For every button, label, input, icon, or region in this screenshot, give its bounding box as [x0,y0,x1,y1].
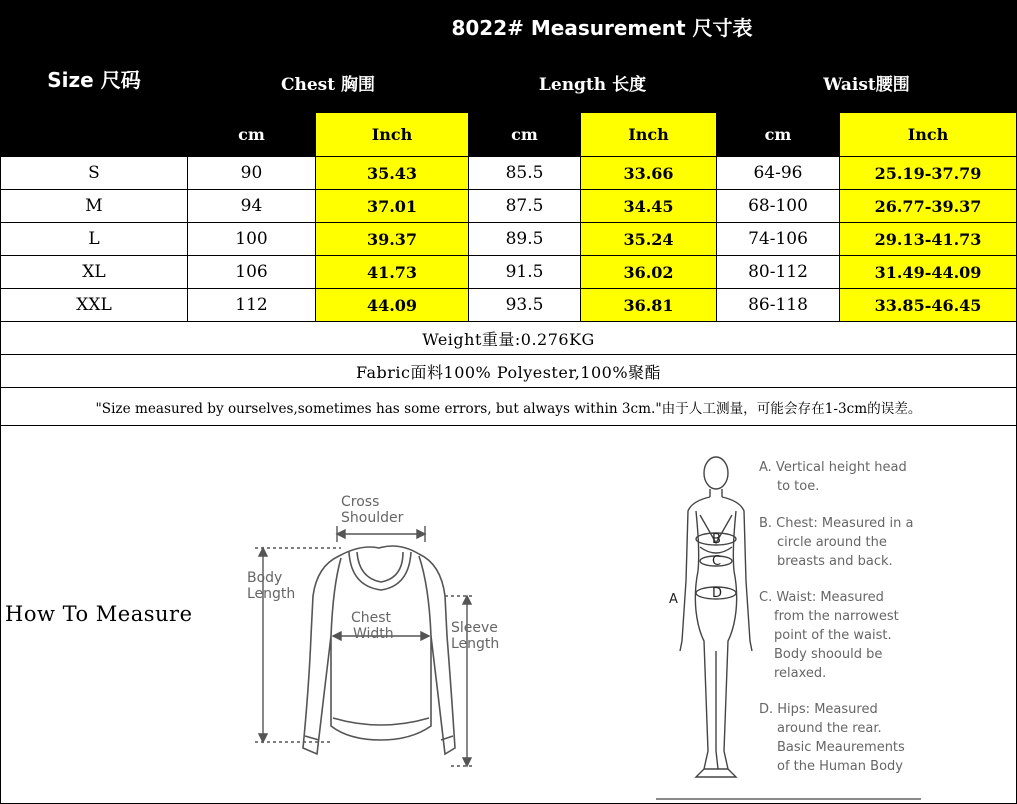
unit-header-cm: cm [469,113,581,157]
length-inch-cell: 36.81 [581,289,717,322]
legend-b: B. Chest: Measured in a circle around the breasts and back. [759,516,914,569]
length-inch-cell: 36.02 [581,256,717,289]
sleeve-length-label: Sleeve Length [451,620,500,652]
waist-cm-cell: 74-106 [717,223,840,256]
fabric-note: Fabric面料100% Polyester,100%聚酯 [1,355,1017,388]
how-to-measure-panel [0,425,1017,804]
size-cell: S [1,157,188,190]
waist-inch-cell: 26.77-39.37 [840,190,1017,223]
chest-width-label: Chest Width [351,610,394,642]
table-row [1,190,1017,223]
length-cm-cell: 89.5 [469,223,581,256]
garment-measure-diagram [241,486,511,781]
table-title: 8022# Measurement 尺寸表 [188,1,1017,53]
chest-inch-cell: 41.73 [316,256,469,289]
size-column-header: Size 尺码 [1,1,188,157]
chest-cm-cell: 106 [188,256,316,289]
legend-d: D. Hips: Measured around the rear. Basic Meaurements of the Human Body [759,702,905,774]
waist-inch-cell: 31.49-44.09 [840,256,1017,289]
waist-cm-cell: 80-112 [717,256,840,289]
waist-cm-cell: 64-96 [717,157,840,190]
marker-a: A [669,592,678,607]
how-to-measure-label: How To Measure [5,602,193,626]
length-cm-cell: 85.5 [469,157,581,190]
chest-cm-cell: 112 [188,289,316,322]
length-cm-cell: 91.5 [469,256,581,289]
chest-inch-cell: 39.37 [316,223,469,256]
table-row [1,289,1017,322]
waist-inch-cell: 25.19-37.79 [840,157,1017,190]
chest-inch-cell: 35.43 [316,157,469,190]
chest-cm-cell: 94 [188,190,316,223]
table-row [1,256,1017,289]
waist-inch-cell: 29.13-41.73 [840,223,1017,256]
unit-header-cm: cm [188,113,316,157]
waist-group-header: Waist腰围 [717,53,1017,113]
unit-header-cm: cm [717,113,840,157]
length-group-header: Length 长度 [469,53,717,113]
table-row [1,223,1017,256]
chest-cm-cell: 90 [188,157,316,190]
waist-inch-cell: 33.85-46.45 [840,289,1017,322]
length-cm-cell: 93.5 [469,289,581,322]
waist-cm-cell: 68-100 [717,190,840,223]
weight-note: Weight重量:0.276KG [1,322,1017,355]
cross-shoulder-label: Cross Shoulder [341,494,404,526]
length-inch-cell: 33.66 [581,157,717,190]
body-measure-diagram [656,451,926,801]
chest-cm-cell: 100 [188,223,316,256]
marker-b: B [712,532,721,547]
unit-header-inch: Inch [316,113,469,157]
size-cell: L [1,223,188,256]
waist-cm-cell: 86-118 [717,289,840,322]
length-inch-cell: 35.24 [581,223,717,256]
unit-header-inch: Inch [581,113,717,157]
chest-group-header: Chest 胸围 [188,53,469,113]
table-row [1,157,1017,190]
body-length-label: Body Length [247,570,296,602]
length-inch-cell: 34.45 [581,190,717,223]
size-cell: M [1,190,188,223]
chest-inch-cell: 44.09 [316,289,469,322]
legend-a: A. Vertical height head to toe. [759,460,907,494]
marker-d: D [712,586,723,601]
marker-c: C [712,554,722,569]
legend-c: C. Waist: Measured from the narrowest point of the waist. Body shoould be relaxed. [759,590,899,681]
disclaimer-note: "Size measured by ourselves,sometimes has some errors, but always within 3cm."由于人工测量，可能会存在1-3cm的误差。 [1,388,1017,426]
size-cell: XXL [1,289,188,322]
length-cm-cell: 87.5 [469,190,581,223]
chest-inch-cell: 37.01 [316,190,469,223]
unit-header-inch: Inch [840,113,1017,157]
body-legend [759,460,913,774]
size-cell: XL [1,256,188,289]
